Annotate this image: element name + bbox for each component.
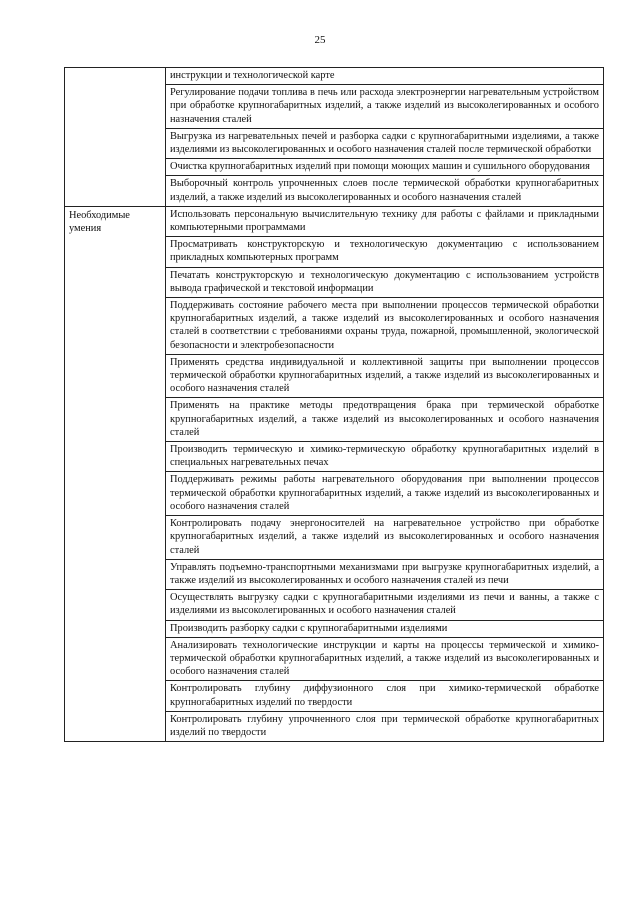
requirement-cell: Применять средства индивидуальной и коллективной защиты при выполнении процессов термической обработки крупногабаритных изделий, а также изделий из высоколегированных и особого назначения сталей: [166, 354, 604, 398]
table-body: [65, 68, 604, 742]
requirement-cell: Выгрузка из нагревательных печей и разборка садки с крупногабаритными изделиями, а также изделиями из высоколегированных и особого назначения сталей после термической обработки: [166, 128, 604, 158]
row-group-label: [65, 68, 166, 207]
table-row: [65, 206, 604, 236]
requirement-cell: Печатать конструкторскую и технологическую документацию с использованием устройств вывода графической и текстовой информации: [166, 267, 604, 297]
requirement-cell: Регулирование подачи топлива в печь или расхода электроэнергии нагревательным устройством при обработке крупногабаритных изделий, а также изделий из высоколегированных и особого назначения сталей: [166, 85, 604, 129]
requirement-cell: Использовать персональную вычислительную технику для работы с файлами и прикладными компьютерными программами: [166, 206, 604, 236]
requirement-cell: Просматривать конструкторскую и технологическую документацию с использованием прикладных компьютерных программ: [166, 237, 604, 267]
table-row: [65, 68, 604, 85]
requirement-cell: Контролировать подачу энергоносителей на нагревательное устройство при обработке крупногабаритных изделий, а также изделий из высоколегированных и особого назначения сталей: [166, 516, 604, 560]
requirement-cell: Выборочный контроль упрочненных слоев после термической обработки крупногабаритных изделий, а также изделий из высоколегированных и особого назначения сталей: [166, 176, 604, 206]
requirement-cell: Поддерживать режимы работы нагревательного оборудования при выполнении процессов термической обработки крупногабаритных изделий, а также изделий из высоколегированных и особого назначения сталей: [166, 472, 604, 516]
row-group-label: Необходимые умения: [65, 206, 166, 741]
requirement-cell: Осуществлять выгрузку садки с крупногабаритными изделиями из печи и ванны, а также с изделиями из высоколегированных и особого назначения сталей: [166, 590, 604, 620]
requirement-cell: Контролировать глубину упрочненного слоя при термической обработке крупногабаритных изделий по твердости: [166, 711, 604, 741]
requirement-cell: Анализировать технологические инструкции и карты на процессы термической и химико-термической обработки крупногабаритных изделий, а также изделий из высоколегированных и особого назначения сталей: [166, 637, 604, 681]
requirement-cell: Производить термическую и химико-термическую обработку крупногабаритных изделий в специальных нагревательных печах: [166, 442, 604, 472]
requirement-cell: Очистка крупногабаритных изделий при помощи моющих машин и сушильного оборудования: [166, 159, 604, 176]
requirement-cell: Контролировать глубину диффузионного слоя при химико-термической обработке крупногабаритных изделий по твердости: [166, 681, 604, 711]
requirement-cell: инструкции и технологической карте: [166, 68, 604, 85]
requirements-table: [64, 67, 604, 742]
requirement-cell: Управлять подъемно-транспортными механизмами при выгрузке крупногабаритных изделий, а также изделий из высоколегированных и особого назначения сталей из печи: [166, 559, 604, 589]
page-number: 25: [314, 34, 326, 46]
requirement-cell: Применять на практике методы предотвращения брака при термической обработке крупногабаритных изделий, а также изделий из высоколегированных и особого назначения сталей: [166, 398, 604, 442]
requirement-cell: Производить разборку садки с крупногабаритными изделиями: [166, 620, 604, 637]
requirement-cell: Поддерживать состояние рабочего места при выполнении процессов термической обработки крупногабаритных изделий, а также изделий из высоколегированных и особого назначения сталей в соответствии с требованиями охраны труда, пожарной, промышленной, экологической безопасности и электробезопасности: [166, 298, 604, 355]
